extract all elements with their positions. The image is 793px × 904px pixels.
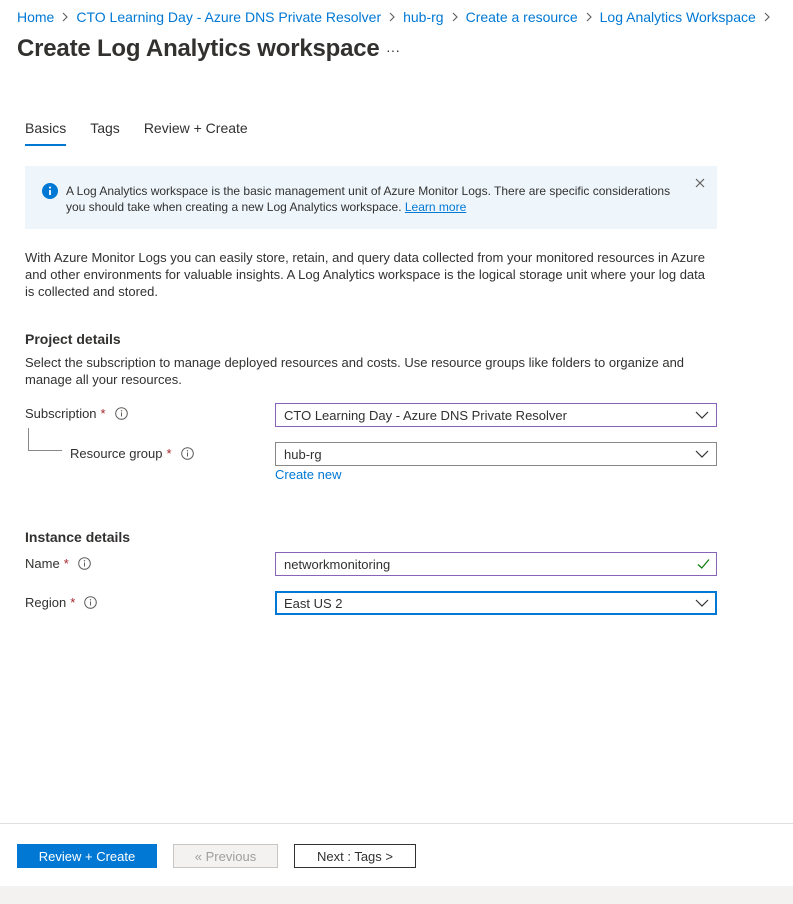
required-marker: * xyxy=(70,595,76,610)
tree-connector xyxy=(28,428,62,451)
resource-group-dropdown[interactable] xyxy=(275,442,717,466)
chevron-right-icon xyxy=(444,12,466,22)
name-input[interactable] xyxy=(275,552,717,576)
info-tooltip-icon[interactable] xyxy=(84,596,97,609)
chevron-right-icon xyxy=(381,12,403,22)
breadcrumb-log-analytics[interactable]: Log Analytics Workspace xyxy=(599,9,756,25)
breadcrumb-subscription[interactable]: CTO Learning Day - Azure DNS Private Resolver xyxy=(76,9,382,25)
region-label-text: Region xyxy=(25,595,67,610)
breadcrumb-resource-group[interactable]: hub-rg xyxy=(403,9,444,25)
info-tooltip-icon[interactable] xyxy=(115,407,128,420)
checkmark-icon xyxy=(697,558,710,570)
create-new-link[interactable]: Create new xyxy=(275,467,342,482)
page-title: Create Log Analytics workspace xyxy=(17,35,380,62)
learn-more-link[interactable]: Learn more xyxy=(404,200,467,214)
required-marker: * xyxy=(63,556,69,571)
chevron-down-icon xyxy=(695,449,709,459)
info-tooltip-icon[interactable] xyxy=(78,557,91,570)
chevron-right-icon xyxy=(54,12,76,22)
tab-basics[interactable]: Basics xyxy=(25,120,66,146)
close-icon[interactable] xyxy=(693,176,707,190)
info-icon xyxy=(42,183,58,199)
footer-divider xyxy=(0,823,793,824)
required-marker: * xyxy=(100,406,106,421)
chevron-right-icon xyxy=(756,12,778,22)
tab-review-create[interactable]: Review + Create xyxy=(143,120,248,136)
project-details-description: Select the subscription to manage deployed resources and costs. Use resource groups like folders to organize and manage all your resources. xyxy=(25,355,685,387)
resource-group-label xyxy=(70,446,194,461)
previous-button: « Previous xyxy=(173,844,278,868)
name-label-text: Name xyxy=(25,556,60,571)
intro-text: With Azure Monitor Logs you can easily store, retain, and query data collected from your monitored resources in Azure and other environments for valuable insights. A Log Analytics workspace is the logical storage unit where your log data is collected and stored. xyxy=(25,250,706,299)
required-marker: * xyxy=(166,446,172,461)
next-tags-button[interactable]: Next : Tags > xyxy=(294,844,416,868)
info-text xyxy=(66,183,691,215)
name-label xyxy=(25,556,91,571)
region-dropdown[interactable] xyxy=(275,591,717,615)
breadcrumb-home[interactable]: Home xyxy=(17,9,55,25)
subscription-dropdown[interactable] xyxy=(275,403,717,427)
bottom-bar xyxy=(0,886,793,904)
tab-tags[interactable]: Tags xyxy=(90,120,120,136)
project-details-heading: Project details xyxy=(25,331,121,347)
breadcrumb-create-resource[interactable]: Create a resource xyxy=(465,9,578,25)
resource-group-value: hub-rg xyxy=(284,446,322,462)
review-create-button[interactable]: Review + Create xyxy=(17,844,157,868)
tab-bar xyxy=(25,120,272,146)
instance-details-heading: Instance details xyxy=(25,529,131,545)
chevron-right-icon xyxy=(578,12,600,22)
more-options-button[interactable]: ··· xyxy=(386,42,400,58)
breadcrumb xyxy=(17,8,778,26)
info-tooltip-icon[interactable] xyxy=(181,447,194,460)
region-value: East US 2 xyxy=(284,595,343,611)
name-value: networkmonitoring xyxy=(284,556,391,572)
info-message: A Log Analytics workspace is the basic management unit of Azure Monitor Logs. There are specific considerations you should take when creating a new Log Analytics workspace. xyxy=(66,184,671,214)
resource-group-label-text: Resource group xyxy=(70,446,163,461)
info-banner xyxy=(25,166,717,229)
chevron-down-icon xyxy=(695,598,709,608)
subscription-label-text: Subscription xyxy=(25,406,97,421)
chevron-down-icon xyxy=(695,410,709,420)
region-label xyxy=(25,595,97,610)
subscription-label xyxy=(25,406,128,421)
subscription-value: CTO Learning Day - Azure DNS Private Resolver xyxy=(284,407,567,423)
